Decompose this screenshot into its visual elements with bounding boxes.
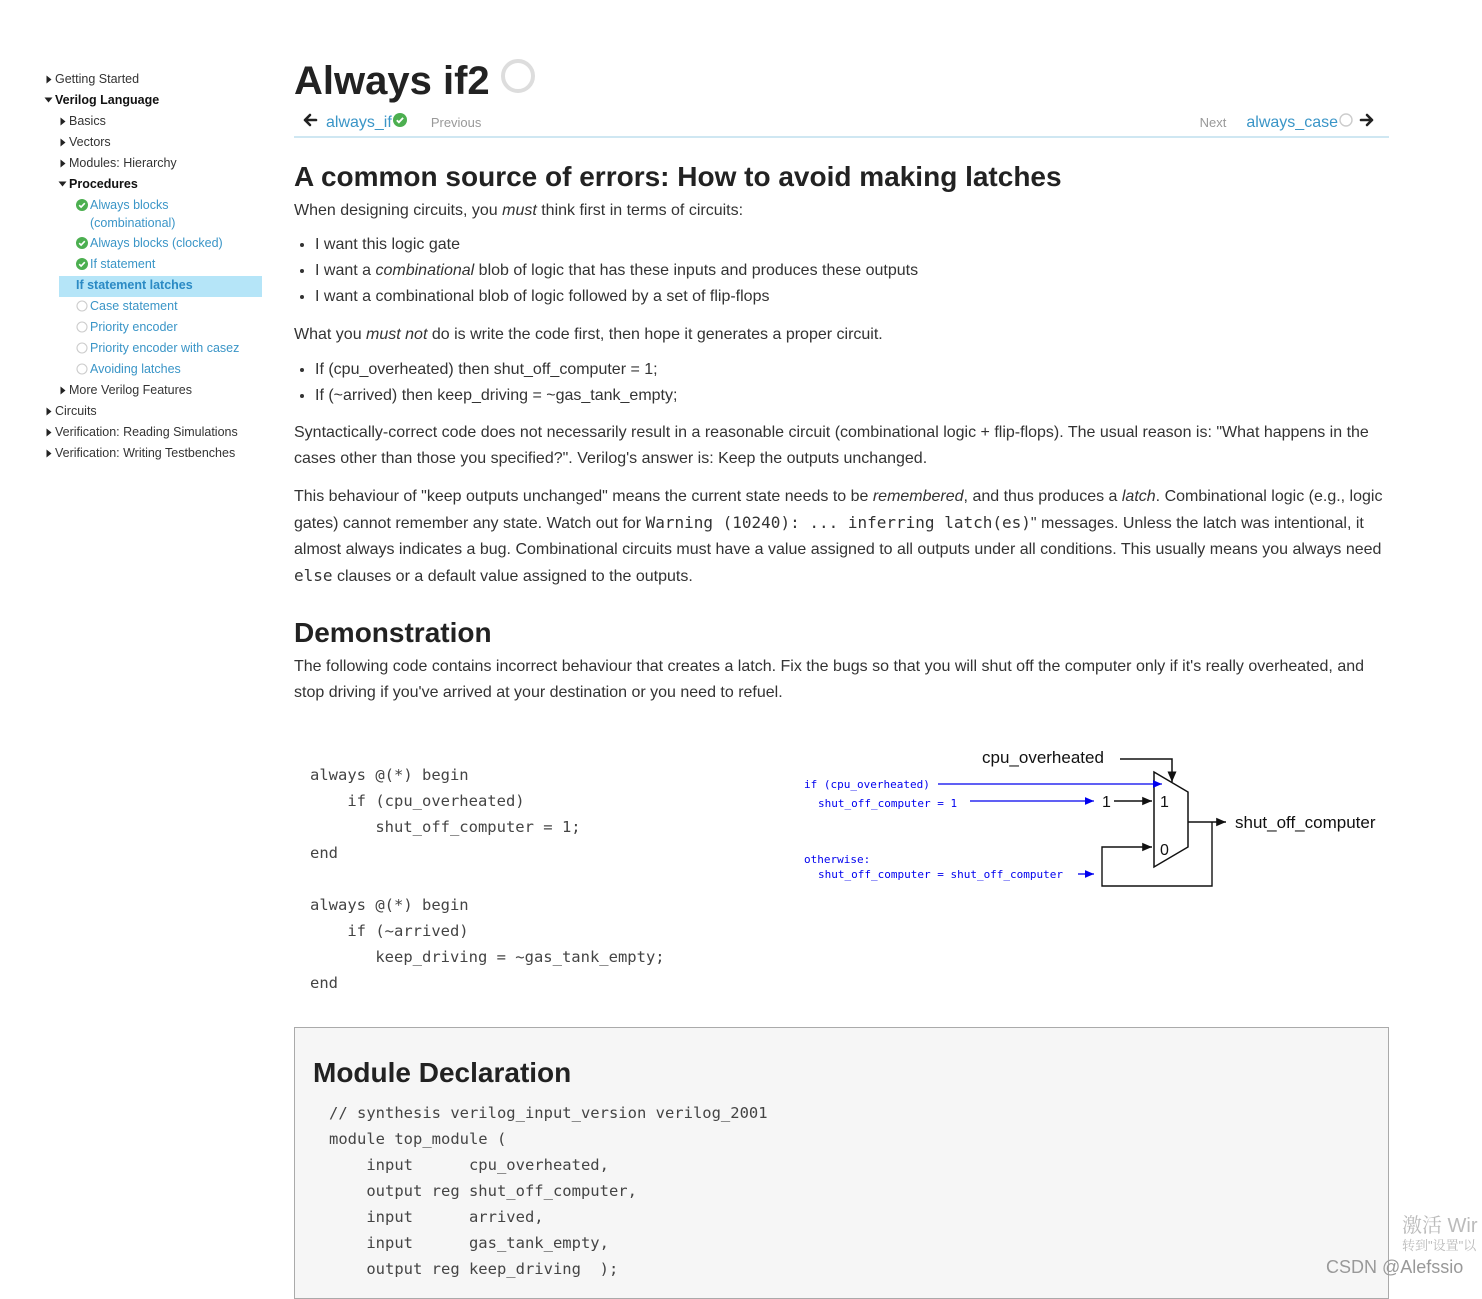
module-declaration-box <box>294 1027 1389 1299</box>
section-heading-latches: A common source of errors: How to avoid making latches <box>294 161 1062 192</box>
must-not-paragraph: What you must not do is write the code first, then hope it generates a proper circuit. <box>294 326 883 343</box>
sidebar-nav <box>42 70 267 465</box>
demo-paragraph: The following code contains incorrect behaviour that creates a latch. Fix the bugs so that you will shut off the computer only if it's really overheated, and stop driving if you've arrived at your destination or you need to refuel. <box>294 658 1365 701</box>
sidebar-item-label: Verification: Writing Testbenches <box>55 446 236 460</box>
caret-right-icon[interactable] <box>42 423 55 441</box>
hold-value-label: shut_off_computer = shut_off_computer <box>818 868 1064 881</box>
empty-circle-icon <box>76 318 90 336</box>
caret-right-icon[interactable] <box>56 133 69 151</box>
assign-one-label: shut_off_computer = 1 <box>818 797 958 810</box>
example-bullets <box>294 357 1389 409</box>
sidebar-item-label: Priority encoder <box>90 320 178 334</box>
sidebar-item-circuits[interactable] <box>42 402 267 423</box>
sidebar-item-label: Always blocks (clocked) <box>90 236 223 250</box>
list-item: • I want a combinational blob of logic that has these inputs and produces these outputs <box>315 258 1389 284</box>
module-declaration-heading: Module Declaration <box>313 1057 572 1088</box>
section-heading-demonstration: Demonstration <box>294 617 492 648</box>
sidebar-item-label: Priority encoder with casez <box>90 341 240 355</box>
sidebar-item-verification-reading-simulations[interactable] <box>42 423 267 444</box>
problem-nav-bar <box>294 110 1389 138</box>
sidebar-item-label: If statement latches <box>76 278 193 292</box>
prev-label: Previous <box>430 115 482 130</box>
module-code-block: // synthesis verilog_input_version verilog_2001 module top_module ( input cpu_overheated, output reg shut_off_computer, input arrived, input gas_tank_empty, output reg keep_driving ); <box>329 1104 768 1278</box>
demo-area <box>294 742 1389 1027</box>
sidebar-item-vectors[interactable] <box>42 133 267 154</box>
csdn-watermark: CSDN @Alefssio <box>1326 1257 1464 1277</box>
prev-problem-link[interactable]: always_if <box>326 113 392 131</box>
sidebar-item-if-statement-latches[interactable] <box>59 276 262 297</box>
arrow-right-icon[interactable] <box>1359 112 1375 133</box>
caret-right-icon[interactable] <box>42 402 55 420</box>
page-title-text: Always if2 <box>294 58 490 103</box>
caret-right-icon[interactable] <box>56 381 69 399</box>
caret-right-icon[interactable] <box>56 112 69 130</box>
sidebar-item-basics[interactable] <box>42 112 267 133</box>
list-item: • If (~arrived) then keep_driving = ~gas_tank_empty; <box>315 383 1389 409</box>
sidebar-item-label: Vectors <box>69 135 111 149</box>
sidebar-item-procedures[interactable] <box>42 175 267 196</box>
list-item: • If (cpu_overheated) then shut_off_computer = 1; <box>315 357 1389 383</box>
sidebar-item-case-statement[interactable] <box>42 297 267 318</box>
syntax-paragraph: Syntactically-correct code does not necessarily result in a reasonable circuit (combinational logic + flip-flops). The usual reason is: "What happens in the cases other than those you specified?". Verilog's answer is: Keep the outputs unchanged. <box>294 424 1369 467</box>
intro-paragraph: When designing circuits, you must think first in terms of circuits: <box>294 202 744 219</box>
page-title <box>294 52 1389 110</box>
empty-circle-icon <box>76 360 90 378</box>
select-label: cpu_overheated <box>982 748 1104 767</box>
mux-input-1-label: 1 <box>1160 794 1169 811</box>
sidebar-item-priority-encoder[interactable] <box>42 318 267 339</box>
sidebar-item-label: Circuits <box>55 404 97 418</box>
sidebar-item-label: Verification: Reading Simulations <box>55 425 238 439</box>
output-label: shut_off_computer <box>1235 813 1376 832</box>
check-circle-icon <box>76 255 90 273</box>
next-label: Next <box>1199 115 1227 130</box>
sidebar-item-label: Basics <box>69 114 106 128</box>
sidebar-item-getting-started[interactable] <box>42 70 267 91</box>
sidebar-item-verilog-language[interactable] <box>42 91 267 112</box>
sidebar-item-avoiding-latches[interactable] <box>42 360 267 381</box>
empty-circle-icon <box>1339 113 1353 132</box>
sidebar-item-label: Procedures <box>69 177 138 191</box>
caret-down-icon[interactable] <box>42 91 55 109</box>
if-condition-label: if (cpu_overheated) <box>804 778 930 791</box>
latch-paragraph: This behaviour of "keep outputs unchanged" means the current state needs to be remembered, and thus produces a latch. Combinational logic (e.g., logic gates) cannot remember any state. Watch out for Warning (10240): ... inferring latch(es)" messages. Unless the latch was intentional, it almost always indicates a bug. Combinational circuits must have a value assigned to all outputs under all conditions. This usually means you always need else clauses or a default value assigned to the outputs. <box>294 488 1383 585</box>
windows-activation-watermark: 激活 Wir 转到"设置"以 <box>1402 1215 1478 1253</box>
sidebar-item-label: Getting Started <box>55 72 140 86</box>
caret-right-icon[interactable] <box>42 70 55 88</box>
sidebar-item-priority-encoder-with-casez[interactable] <box>42 339 267 360</box>
caret-right-icon[interactable] <box>56 154 69 172</box>
check-circle-icon <box>76 196 90 214</box>
sidebar-item-label: Avoiding latches <box>90 362 181 376</box>
latch-mux-diagram <box>802 746 1392 896</box>
next-problem-link[interactable]: always_case <box>1246 113 1338 131</box>
caret-down-icon[interactable] <box>56 175 69 193</box>
demo-code-block: always @(*) begin if (cpu_overheated) shut_off_computer = 1; end always @(*) begin if (~arrived) keep_driving = ~gas_tank_empty; end <box>310 766 665 992</box>
otherwise-label: otherwise: <box>804 853 871 866</box>
sidebar-item-modules-hierarchy[interactable] <box>42 154 267 175</box>
empty-circle-icon <box>76 297 90 315</box>
list-item: • I want this logic gate <box>315 232 1389 258</box>
sidebar-item-label: Modules: Hierarchy <box>69 156 177 170</box>
status-circle-icon <box>500 58 536 104</box>
sidebar-item-label: Verilog Language <box>55 93 160 107</box>
check-circle-icon <box>76 234 90 252</box>
check-circle-icon <box>393 113 407 132</box>
empty-circle-icon <box>76 339 90 357</box>
list-item: • I want a combinational blob of logic followed by a set of flip-flops <box>315 284 1389 310</box>
caret-right-icon[interactable] <box>42 444 55 462</box>
circuit-bullets <box>294 232 1389 310</box>
sidebar-item-label: Case statement <box>90 299 178 313</box>
sidebar-item-always-blocks-combinational[interactable] <box>42 196 267 234</box>
sidebar-item-more-verilog-features[interactable] <box>42 381 267 402</box>
sidebar-item-if-statement[interactable] <box>42 255 267 276</box>
arrow-left-icon[interactable] <box>302 112 318 133</box>
sidebar-item-label: More Verilog Features <box>69 383 192 397</box>
sidebar-item-verification-writing-testbenches[interactable] <box>42 444 267 465</box>
mux-input-0-label: 0 <box>1160 842 1169 859</box>
sidebar-item-label: If statement <box>90 257 156 271</box>
sidebar-item-always-blocks-clocked[interactable] <box>42 234 267 255</box>
sidebar-item-label: Always blocks (combinational) <box>90 198 176 230</box>
constant-one-label: 1 <box>1102 794 1111 811</box>
main-content <box>294 52 1389 1299</box>
